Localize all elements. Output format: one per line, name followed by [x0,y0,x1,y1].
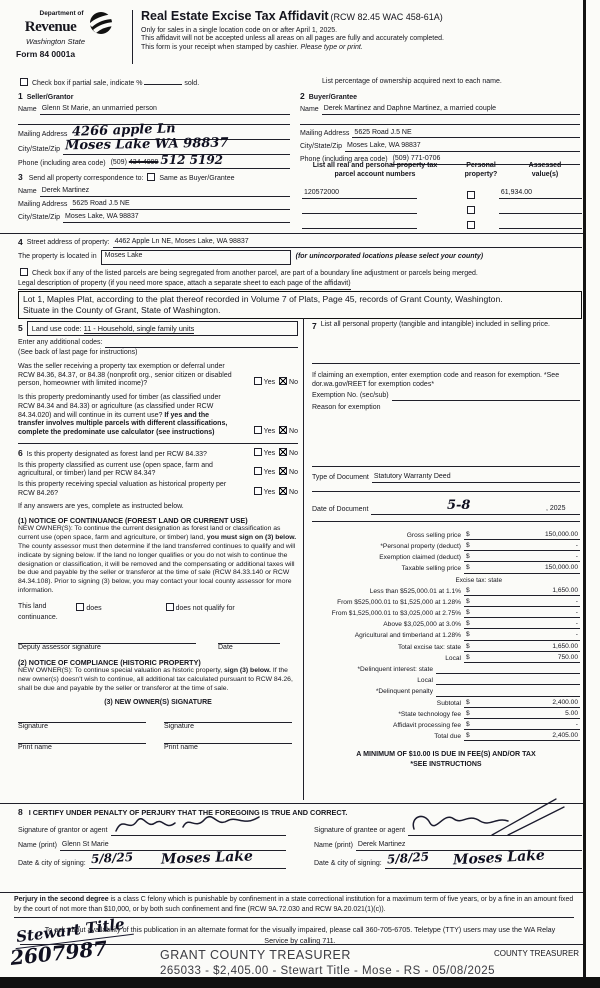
tax-row [312,685,580,696]
section-7-number: 7 [312,321,317,331]
buyer-name-label: Name [300,105,319,113]
date-of-document-year: , 2025 [546,505,580,515]
grantee-city-handwritten: Moses Lake [452,847,546,869]
q4-no-checked[interactable] [279,467,287,475]
file-number-handwritten: 2607987 [8,935,109,971]
column-divider [303,318,304,800]
seller-grantor-section [18,91,290,173]
tax-row-amount: 1,650.00 [552,642,578,650]
additional-codes-label: Enter any additional codes: [18,339,103,347]
street-address-field[interactable]: 4462 Apple Ln NE, Moses Lake, WA 98837 [113,238,582,248]
section-6-number: 6 [18,447,23,458]
assessed-value-field[interactable] [499,228,582,229]
form-title-block [141,9,581,53]
buyer-mailing-field[interactable]: 5625 Road J.5 NE [352,129,580,139]
date-of-document-label: Date of Document [312,506,369,513]
grantee-name-print-field[interactable]: Derek Martinez [356,841,582,851]
tax-row [312,641,580,652]
tax-row-amount: - [575,720,578,728]
same-as-buyer-checkbox[interactable] [147,173,155,181]
tax-row-amount-field[interactable] [464,598,580,607]
type-of-document-field[interactable]: Statutory Warranty Deed [372,473,580,483]
tax-computation-table [312,529,580,742]
dollar-sign: $ [466,620,470,628]
minimum-due-note: A MINIMUM OF $10.00 IS DUE IN FEE(S) AND/OR TAX [356,750,536,759]
grantee-signing-block [314,823,582,873]
section-1-title: Seller/Grantor [26,94,74,101]
q4-yes-no[interactable]: Yes No [252,467,298,479]
seller-name-field[interactable]: Glenn St Marie, an unmarried person [40,105,290,115]
land-qualify-row: This land does does not qualify for [18,602,235,612]
same-as-buyer-label: Same as Buyer/Grantee [159,175,235,182]
dollar-sign: $ [466,631,470,639]
owner-signature-1-label: Signature [18,723,48,731]
tax-row-label: Taxable selling price [401,565,461,573]
tax-row-amount: - [575,541,578,549]
tax-row-label: Gross selling price [406,531,461,539]
grantee-signature-ink [408,797,568,837]
tax-row-amount-field[interactable] [464,587,580,596]
deputy-date-field[interactable] [218,634,280,644]
correspondence-name-label: Name [18,187,37,195]
land-use-label: Land use code: [31,324,82,333]
reason-for-exemption-label: Reason for exemption [312,404,381,411]
notice-compliance-body: NEW OWNER(S): To continue special valuation as historic property, sign (3) below. If the new owner(s) doesn't wish to continue, all additional tax calculated pursuant to RCW 84.26, shall be due and payable by the seller or transferor at the time of sale. [18,667,293,692]
perjury-statement: Perjury in the second degree is a class C felony which is punishable by confinement in a state correctional institution for a maximum term of five years, or by a fine in an amount fixed by the court of not more than $10,000, or by both such confinement and fine (RCW 9A.72.030 and RCW 9A.20.021(1)(c)). [14,895,574,918]
assessed-value-field[interactable]: 61,934.00 [499,189,582,199]
tax-row [312,607,580,618]
partial-sale-label: Check box if partial sale, indicate % [31,80,143,87]
buyer-phone-field[interactable]: (509) 771-0706 [391,155,580,165]
tax-row-label: Local [417,677,433,685]
tax-row [312,596,580,607]
tax-row-amount-field[interactable] [464,654,580,663]
additional-codes-field[interactable] [105,347,298,348]
grantee-name-print-label: Name (print) [314,842,353,849]
question-historic: Is this property receiving special valuation as historical property per RCW 84.26? Yes No [18,481,298,497]
question-current-use: Is this property classified as current use (open space, farm and agricultural, or timber) land per RCW 84.34? Yes No [18,461,298,478]
tax-row [312,708,580,719]
alt-format-note: To ask about availability of this publication in an alternate format for the visually impaired, please call 360-705-6705. Teletype (TTY) users may use the WA Relay Service by calling 711. [44,925,556,945]
dor-swoosh-icon [87,10,115,38]
dollar-sign: $ [466,541,470,549]
tax-row [312,529,580,540]
tax-row-amount-field[interactable] [464,564,580,573]
tax-row-amount: - [575,597,578,605]
tax-row-amount: 2,405.00 [552,732,578,740]
tax-row-amount-field[interactable] [464,699,580,708]
tax-row [312,663,580,674]
type-blank-line[interactable] [312,490,580,492]
exemption-note: If claiming an exemption, enter exemption code and reason for exemption. *See dor.wa.gov/REET for exemption codes* [312,372,560,388]
owner-print-2-label: Print name [164,744,198,752]
section-2-title: Buyer/Grantee [308,94,357,101]
tax-row-amount: - [575,553,578,561]
parcel-row [300,199,582,214]
form-title-rcw: (RCW 82.45 WAC 458-61A) [330,12,443,22]
ownership-percent-note: List percentage of ownership acquired next to each name. [322,78,502,85]
parcel-header: List all real and personal property tax parcel account numbers [312,162,438,178]
county-treasurer-label: COUNTY TREASURER [494,949,580,958]
tax-row-amount-field[interactable] [436,696,580,697]
section-3-number: 3 [18,172,23,182]
grantor-name-print-label: Name (print) [18,842,57,849]
question-tax-exemption: Was the seller receiving a property tax exemption or deferral under RCW 84.36, 84.37, or 84.38 (nonprofit org., senior citizen or disabled person, homeowner with limited income)? Yes No [18,362,298,388]
located-in-label: The property is located in [18,252,97,260]
buyer-grantee-section [300,91,580,168]
tax-row-amount-field[interactable] [464,643,580,652]
grantee-date-city-label: Date & city of signing: [314,860,382,867]
correspondence-citystate-field[interactable]: Moses Lake, WA 98837 [63,213,290,223]
partial-sale-percent-field[interactable] [144,84,182,85]
notice-continuance-body: NEW OWNER(S): To continue the current designation as forest land or classification as current use (open space, farm and agriculture, or timber) land, you must sign on (3) below. The county assessor must then determine if the land transferred continues to qualify and will indicate by signing below. If the land no longer qualifies or you do not wish to continue the designation or classification, it will be removed and the compensating or additional taxes will be due and payable by the seller or transferor at the time of sale (RCW 84.33.140 or RCW 84.34.108). Prior to signing (3) below, you may contact your local county assessor for more information. [18,525,297,595]
owner-signature-2-label: Signature [164,723,194,731]
tax-row-amount: - [575,631,578,639]
tax-row-label: Local [445,654,461,662]
grantor-signature-label: Signature of grantor or agent [18,827,108,834]
land-use-value[interactable]: 11 - Household, single family units [83,324,195,333]
partial-sale-row [18,78,308,89]
segregated-row [18,268,582,279]
parcel-row [300,214,582,229]
tax-row-amount: 150,000.00 [544,564,578,572]
deputy-assessor-label: Deputy assessor signature [18,644,101,652]
stewart-title-handwritten: Stewart Title [13,914,134,949]
notice-compliance-title: (2) NOTICE OF COMPLIANCE (HISTORIC PROPERTY) [18,658,201,668]
seller-phone-label: Phone (including area code) [18,160,106,168]
seller-citystate-handwritten: Moses Lake WA 98837 [64,135,229,154]
header-divider [132,10,133,64]
tax-row-amount: 750.00 [557,653,578,661]
treasurer-stamp-line1: GRANT COUNTY TREASURER [160,948,351,962]
dept-of-label: Department of [39,10,84,17]
tax-row-amount-field[interactable] [464,553,580,562]
exemption-no-label: Exemption No. (sec/sub) [312,391,389,399]
see-instructions-note: *SEE INSTRUCTIONS [410,761,482,769]
certify-statement: I CERTIFY UNDER PENALTY OF PERJURY THAT THE FOREGOING IS TRUE AND CORRECT. [28,808,348,817]
grantee-signature-label: Signature of grantee or agent [314,827,406,834]
tax-row-label: Subtotal [436,699,461,707]
grantee-date-handwritten: 5/8/25 [386,849,430,867]
reason-blank-line[interactable] [312,465,580,467]
correspondence-title: Send all property correspondence to: [28,175,144,182]
partial-sale-sold-label: sold. [184,80,200,87]
question-timber-agriculture: Is this property predominantly used for timber (as classified under RCW 84.34 and 84.33) or agriculture (as classified under RCW 84.34.020) and will continue in its current use? If yes and the transfer involves multiple parcels with different classifications, complete the predominate use calculator (see instructions) Yes No [18,394,298,436]
legal-description-box[interactable]: Lot 1, Maples Plat, according to the plat thereof recorded in Volume 7 of Plats, Page 45, records of Grant County, Washington. Situate in the County of Grant, State of Washington. [18,291,582,319]
tax-row-amount-field[interactable] [464,609,580,618]
tax-row-label: Total excise tax: state [397,643,461,651]
parcel-number-field[interactable] [302,213,417,214]
q2-yes-no[interactable]: Yes No [252,426,298,438]
deputy-date-label: Date [218,644,233,652]
section-4-number: 4 [18,237,23,247]
section-1-number: 1 [18,91,23,101]
certification-section [18,807,582,873]
grantor-date-city-label: Date & city of signing: [18,860,86,867]
deputy-assessor-signature-field[interactable] [18,634,196,644]
revenue-wordmark: Revenue [24,19,77,36]
personal-property-intro: List all personal property (tangible and intangible) included in selling price. [320,321,550,328]
section-7-column [312,354,580,770]
form-title: Real Estate Excise Tax Affidavit [141,9,329,23]
located-in-note: (for unincorporated locations please select your county) [295,252,484,260]
tax-row-label: Agricultural and timberland at 1.28% [354,632,461,640]
tax-row [312,585,580,596]
street-address-label: Street address of property: [26,238,110,246]
section-2-number: 2 [300,91,305,101]
seller-mailing-label: Mailing Address [18,131,68,138]
tax-row-amount-field[interactable] [464,531,580,540]
continuance-label: continuance. [18,613,58,621]
dollar-sign: $ [466,597,470,605]
excise-tax-subheader [312,574,580,585]
seller-phone-field[interactable]: (509) 434-4999 512 5192 [109,158,290,169]
buyer-phone-label: Phone (including area code) [300,156,388,163]
correspondence-section [18,172,290,227]
q3-yes-no[interactable]: Yes No [252,448,298,460]
grantor-signing-block [18,823,286,873]
grantee-date-city-field[interactable] [385,847,582,869]
personal-property-checkbox[interactable] [467,221,475,229]
parcel-row [300,184,582,199]
land-use-box [27,321,298,336]
assessed-value-field[interactable] [499,213,582,214]
q5-no-checked[interactable] [279,487,287,495]
q1-no-checked[interactable] [279,377,287,385]
assessed-value-header: Assessed value(s) [528,162,562,178]
q5-yes-no[interactable]: Yes No [252,487,298,499]
dollar-sign: $ [466,564,470,572]
dollar-sign: $ [466,609,470,617]
tax-row [312,540,580,551]
notice-continuance-title: (1) NOTICE OF CONTINUANCE (FOREST LAND OR CURRENT USE) [18,516,248,526]
dollar-sign: $ [466,653,470,661]
dollar-sign: $ [466,698,470,706]
dollar-sign: $ [466,720,470,728]
tax-row-amount: 2,400.00 [552,698,578,706]
owner-print-1-label: Print name [18,744,52,752]
form-number: Form 84 0001a [16,49,76,60]
tax-row-amount-field[interactable] [464,542,580,551]
tax-row-amount-field[interactable] [464,631,580,640]
segregated-label: Check box if any of the listed parcels are being segregated from another parcel, are part of a boundary line adjustment or parcels being merged. [31,269,478,277]
date-of-document-handwritten: 5-8 [446,497,471,513]
form-subtitle-1: Only for sales in a single location code on or after April 1, 2025. [141,26,338,34]
tax-row-amount: - [575,620,578,628]
if-any-yes-note: If any answers are yes, complete as instructed below. [18,502,184,510]
section-5-number: 5 [18,323,23,334]
parcel-table [300,162,582,229]
buyer-citystate-label: City/State/Zip [300,142,343,150]
buyer-name-field[interactable]: Derek Martinez and Daphne Martinez, a married couple [322,105,580,115]
tax-row [312,674,580,685]
see-back-note: (See back of last page for instructions) [18,349,138,356]
seller-mailing-handwritten: 4266 apple Ln [72,120,177,140]
tax-row [312,697,580,708]
dollar-sign: $ [466,530,470,538]
buyer-name-extra-field[interactable] [300,118,580,125]
segregated-checkbox[interactable] [20,268,28,276]
partial-sale-checkbox[interactable] [20,78,28,86]
section-5-6-column [18,339,298,753]
date-of-document-field[interactable] [371,498,546,515]
tax-row [312,652,580,663]
dollar-sign: $ [466,642,470,650]
tax-row-amount: 1,650.00 [552,586,578,594]
tax-row [312,629,580,640]
type-of-document-label: Type of Document [312,473,369,481]
tax-row-amount: 5.00 [565,709,578,717]
correspondence-mailing-field[interactable]: 5625 Road J.5 NE [70,200,290,210]
new-owners-signature-title: (3) NEW OWNER(S) SIGNATURE [104,698,212,706]
dollar-sign: $ [466,553,470,561]
tax-row-label: From $525,000.01 to $1,525,000 at 1.28% [337,598,461,606]
tax-row [312,562,580,573]
tax-row-amount-field[interactable] [464,732,580,741]
property-section [18,237,582,319]
correspondence-citystate-label: City/State/Zip [18,214,61,222]
tax-row [312,551,580,562]
tax-row-amount-field[interactable] [464,721,580,730]
located-in-select[interactable]: Moses Lake [101,250,291,265]
section-8-number: 8 [18,807,23,817]
buyer-mailing-label: Mailing Address [300,129,350,137]
tax-row-amount-field[interactable] [436,684,580,685]
tax-row-label: *Delinquent penalty [375,688,433,696]
q3-no-checked[interactable] [279,448,287,456]
personal-property-checkbox[interactable] [467,191,475,199]
correspondence-mailing-label: Mailing Address [18,201,68,208]
personal-property-checkbox[interactable] [467,206,475,214]
tax-row-label: *State technology fee [398,710,461,718]
tax-row-label: Less than $525,000.01 at 1.1% [369,587,461,595]
dor-logo-block [16,10,128,60]
tax-row-label: Total due [434,733,461,741]
date-blank-line[interactable] [312,520,580,522]
scan-edge-bottom [0,977,600,988]
question-forest-land: 6 Is this property designated as forest land per RCW 84.33? Yes No [18,447,298,458]
grantor-date-city-field[interactable] [89,848,286,869]
parcel-number-field[interactable]: 120572000 [302,189,417,199]
form-subtitle-2: This affidavit will not be accepted unless all areas on all pages are fully and accurately completed. [141,35,444,43]
personal-property-list-field[interactable] [312,354,580,364]
grantor-date-handwritten: 5/8/25 [90,850,134,867]
grantor-name-print-field[interactable]: Glenn St Marie [60,841,286,851]
tax-row [312,719,580,730]
tax-row-label: Above $3,025,000 at 3.0% [383,621,461,629]
dollar-sign: $ [466,709,470,717]
tax-row-amount: 150,000.00 [544,530,578,538]
parcel-number-field[interactable] [302,228,417,229]
scan-edge-right [583,0,586,977]
tax-row-amount-field[interactable] [464,710,580,719]
form-subtitle-3: This form is your receipt when stamped by cashier. Please type or print. [141,44,363,52]
legal-description-label: Legal description of property (if you need more space, attach a separate sheet to each page of the affidavit) [18,280,351,290]
buyer-citystate-field[interactable]: Moses Lake, WA 98837 [345,142,580,152]
tax-row-amount: - [575,609,578,617]
grantor-signature-ink [113,811,263,835]
seller-name-label: Name [18,105,37,113]
tax-row [312,730,580,741]
grantor-city-handwritten: Moses Lake [160,848,253,868]
seller-citystate-label: City/State/Zip [18,145,61,153]
washington-state-label: Washington State [26,36,86,46]
tax-row-label: *Personal property (deduct) [380,542,461,550]
tax-row-amount-field[interactable] [436,673,580,674]
dollar-sign: $ [466,732,470,740]
tax-row-label: From $1,525,000.01 to $3,025,000 at 2.75% [331,610,461,618]
treasurer-stamp-line2: 265033 - $2,405.00 - Stewart Title - Mose - RS - 05/08/2025 [160,964,496,977]
tax-row-label: Exemption claimed (deduct) [379,554,461,562]
perjury-divider-top [0,892,583,893]
personal-property-header: Personal property? [464,162,498,178]
tax-row [312,618,580,629]
dollar-sign: $ [466,586,470,594]
tax-row-label: Affidavit processing fee [392,721,461,729]
grantee-signature-field[interactable] [408,823,582,836]
seller-phone-handwritten: 512 5192 [160,153,224,167]
treasurer-stamp [160,948,495,978]
correspondence-name-field[interactable]: Derek Martinez [40,187,290,197]
grantor-signature-field[interactable] [111,823,286,836]
does-checkbox[interactable] [76,603,84,611]
tax-row-label: Excise tax: state [455,576,502,584]
q1-yes-no[interactable]: Yes No [252,377,298,389]
section-4-divider [0,233,583,234]
tax-row-amount-field[interactable] [464,620,580,629]
tax-row-label: *Delinquent interest: state [357,665,433,673]
q2-no-checked[interactable] [279,426,287,434]
exemption-no-field[interactable] [392,400,580,401]
does-not-checkbox[interactable] [166,603,174,611]
seller-phone-struck: 434-4999 [128,159,159,166]
